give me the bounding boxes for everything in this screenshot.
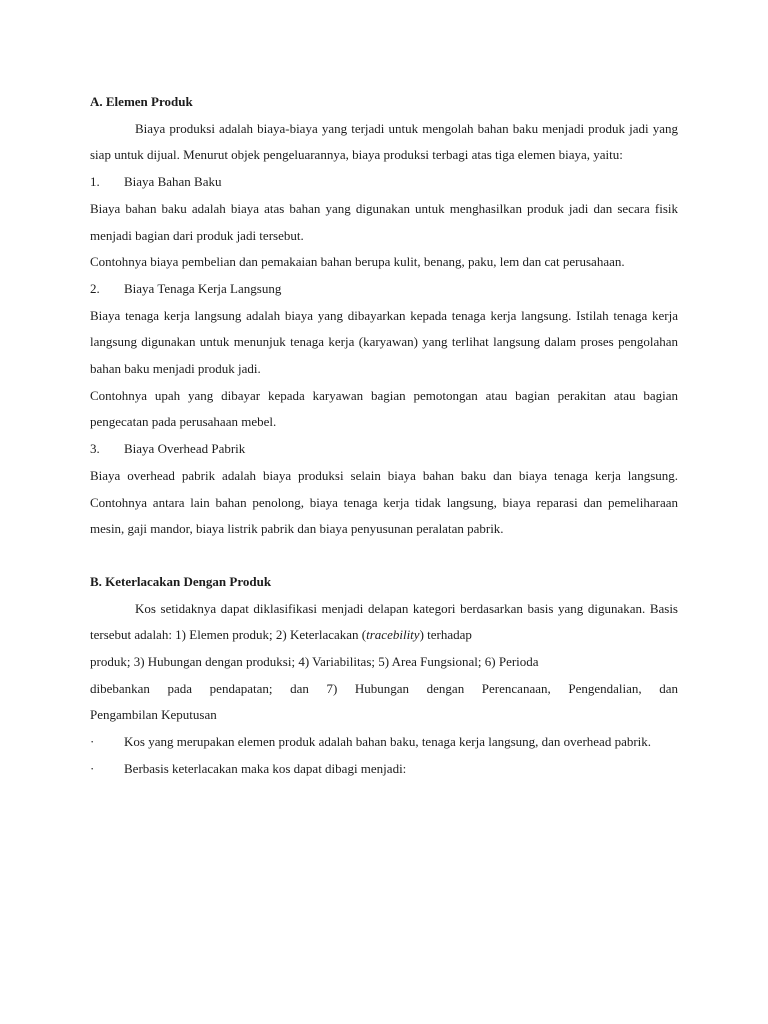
item-1-example: Contohnya biaya pembelian dan pemakaian bahan berupa kulit, benang, paku, lem dan cat perusahaan.: [90, 254, 625, 270]
list-item-1: [90, 169, 678, 196]
intro-italic-term: tracebility: [366, 627, 420, 643]
bullet-item-1: [90, 729, 678, 756]
intro-text-1: Kos setidaknya dapat diklasifikasi menjadi delapan kategori berdasarkan basis yang digunakan. Basis tersebut adalah: 1) Elemen produk; 2) Keterlacakan (: [90, 600, 678, 643]
list-title: Biaya Bahan Baku: [124, 174, 222, 190]
section-b-intro-line-5: Pengambilan Keputusan: [90, 707, 217, 723]
document-content: [90, 89, 678, 783]
section-a-heading: A. Elemen Produk: [90, 94, 193, 109]
item-3-definition: Biaya overhead pabrik adalah biaya produksi selain biaya bahan baku dan biaya tenaga kerja langsung. Contohnya antara lain bahan penolong, biaya tenaga kerja tidak langsung, biaya reparasi dan pemeliharaan mesin, gaji mandor, biaya listrik pabrik dan biaya penyusunan peralatan pabrik.: [90, 467, 678, 537]
section-b-intro-line-3: produk; 3) Hubungan dengan produksi; 4) Variabilitas; 5) Area Fungsional; 6) Perioda: [90, 654, 539, 670]
bullet-text: Berbasis keterlacakan maka kos dapat dibagi menjadi:: [124, 760, 407, 776]
section-b-intro: [90, 596, 678, 649]
list-number: 1.: [90, 174, 100, 190]
bullet-dot-icon: ·: [90, 760, 95, 776]
item-1-definition: Biaya bahan baku adalah biaya atas bahan yang digunakan untuk menghasilkan produk jadi dan secara fisik menjadi bagian dari produk jadi tersebut.: [90, 200, 678, 243]
bullet-dot-icon: ·: [90, 734, 95, 750]
list-title: Biaya Tenaga Kerja Langsung: [124, 280, 282, 296]
list-item-3: [90, 436, 678, 463]
list-item-2: [90, 276, 678, 303]
section-b-heading: B. Keterlacakan Dengan Produk: [90, 573, 272, 589]
bullet-text: Kos yang merupakan elemen produk adalah bahan baku, tenaga kerja langsung, dan overhead pabrik.: [124, 734, 652, 750]
list-title: Biaya Overhead Pabrik: [124, 441, 246, 457]
item-2-example: Contohnya upah yang dibayar kepada karyawan bagian pemotongan atau bagian perakitan atau bagian pengecatan pada perusahaan mebel.: [90, 387, 678, 430]
section-spacer: [90, 543, 678, 569]
section-a-intro: Biaya produksi adalah biaya-biaya yang terjadi untuk mengolah bahan baku menjadi produk jadi yang siap untuk dijual. Menurut objek pengeluarannya, biaya produksi terbagi atas tiga elemen biaya, yaitu:: [90, 120, 678, 163]
section-b-intro-line-4: dibebankan pada pendapatan; dan 7) Hubungan dengan Perencanaan, Pengendalian, dan: [90, 680, 678, 696]
bullet-item-2: [90, 756, 678, 783]
list-number: 2.: [90, 280, 100, 296]
intro-text-2: ) terhadap: [419, 627, 472, 643]
list-number: 3.: [90, 441, 100, 457]
item-2-definition: Biaya tenaga kerja langsung adalah biaya yang dibayarkan kepada tenaga kerja langsung. Istilah tenaga kerja langsung digunakan untuk menunjuk tenaga kerja (karyawan) yang terlihat langsung dalam proses pengolahan bahan baku menjadi produk jadi.: [90, 307, 678, 377]
